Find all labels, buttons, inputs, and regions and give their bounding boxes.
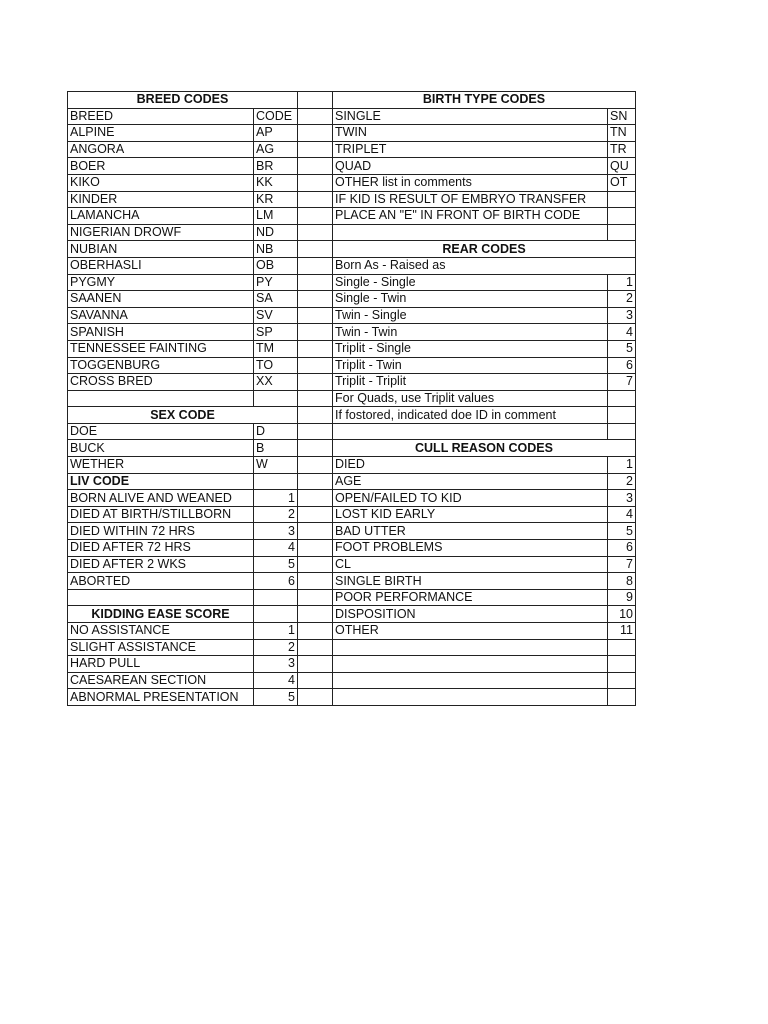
breed-row-code: AP [254,125,298,142]
birth-row-label: SINGLE [333,108,608,125]
cull-row-label: DIED [333,457,608,474]
table-row [68,490,636,507]
liv-row-label: DIED AFTER 2 WKS [68,556,254,573]
spacer-cell [298,357,333,374]
spacer-cell [298,672,333,689]
spacer-cell [298,274,333,291]
spacer-cell [298,158,333,175]
birth-row-label: PLACE AN "E" IN FRONT OF BIRTH CODE [333,208,608,225]
birth-row-code: QU [608,158,636,175]
kidding-row-label: NO ASSISTANCE [68,623,254,640]
kidding-ease-header-label: KIDDING EASE SCORE [68,606,254,623]
spacer-cell [298,407,333,424]
cull-row-code: 10 [608,606,636,623]
breed-row-code: SP [254,324,298,341]
spacer-cell [298,573,333,590]
liv-row-code: 4 [254,540,298,557]
left-empty-cell [68,589,254,606]
birth-type-header: BIRTH TYPE CODES [333,92,636,109]
rear-codes-header: REAR CODES [333,241,636,258]
liv-code-header-label: LIV CODE [68,473,254,490]
spacer-cell [298,423,333,440]
table-row [68,656,636,673]
right-empty-cell [333,423,608,440]
table-row [68,440,636,457]
cull-row-label: BAD UTTER [333,523,608,540]
birth-row-label: TWIN [333,125,608,142]
spacer-cell [298,257,333,274]
table-row [68,606,636,623]
right-empty-cell [608,423,636,440]
spacer-cell [298,208,333,225]
table-row [68,141,636,158]
spacer-cell [298,589,333,606]
liv-code-header-code [254,473,298,490]
rear-row-label: Twin - Single [333,307,608,324]
kidding-row-label: SLIGHT ASSISTANCE [68,639,254,656]
spacer-cell [298,191,333,208]
breed-row-code: SA [254,291,298,308]
spacer-cell [298,291,333,308]
breed-row-label: SAVANNA [68,307,254,324]
breed-row-label: NUBIAN [68,241,254,258]
breed-row-label: ALPINE [68,125,254,142]
sex-row-code: B [254,440,298,457]
rear-row-label: Triplit - Single [333,340,608,357]
birth-row-label: OTHER list in comments [333,174,608,191]
breed-row-code: PY [254,274,298,291]
cull-row-label: DISPOSITION [333,606,608,623]
right-empty-cell [608,689,636,706]
spacer-cell [298,174,333,191]
cull-reason-header: CULL REASON CODES [333,440,636,457]
table-row [68,457,636,474]
kidding-ease-header-code [254,606,298,623]
sex-code-header: SEX CODE [68,407,298,424]
table-row [68,506,636,523]
right-empty-cell [333,224,608,241]
cull-row-code: 8 [608,573,636,590]
spacer-cell [298,656,333,673]
right-empty-cell [333,639,608,656]
liv-row-label: DIED AT BIRTH/STILLBORN [68,506,254,523]
sex-row-label: BUCK [68,440,254,457]
table-row [68,473,636,490]
cull-row-code: 11 [608,623,636,640]
spacer-cell [298,440,333,457]
breed-row-label: LAMANCHA [68,208,254,225]
table-row [68,540,636,557]
breed-row-code: SV [254,307,298,324]
rear-row-label: Twin - Twin [333,324,608,341]
breed-codes-header: BREED CODES [68,92,298,109]
spacer-cell [298,92,333,109]
cull-row-code: 6 [608,540,636,557]
liv-row-label: ABORTED [68,573,254,590]
table-row [68,224,636,241]
table-row [68,407,636,424]
breed-row-label: KIKO [68,174,254,191]
cull-row-code: 4 [608,506,636,523]
sex-row-label: DOE [68,423,254,440]
liv-row-label: DIED WITHIN 72 HRS [68,523,254,540]
spacer-cell [298,540,333,557]
rear-row-code: 6 [608,357,636,374]
rear-row-label: Triplit - Twin [333,357,608,374]
rear-note-label: If fostored, indicated doe ID in comment [333,407,608,424]
table-row [68,324,636,341]
rear-row-code: 7 [608,374,636,391]
breed-row-label: TOGGENBURG [68,357,254,374]
table-row [68,92,636,109]
liv-row-code: 2 [254,506,298,523]
cull-row-code: 2 [608,473,636,490]
breed-row-label: CROSS BRED [68,374,254,391]
cull-row-label: OPEN/FAILED TO KID [333,490,608,507]
cull-row-code: 7 [608,556,636,573]
liv-row-code: 5 [254,556,298,573]
table-row [68,307,636,324]
liv-row-code: 1 [254,490,298,507]
breed-row-label: KINDER [68,191,254,208]
birth-row-code [608,191,636,208]
cull-row-label: CL [333,556,608,573]
kidding-row-code: 2 [254,639,298,656]
spacer-cell [298,689,333,706]
kidding-row-code: 4 [254,672,298,689]
rear-note-code [608,390,636,407]
spacer-cell [298,108,333,125]
spacer-cell [298,473,333,490]
liv-row-code: 3 [254,523,298,540]
breed-row-label: NIGERIAN DROWF [68,224,254,241]
rear-row-code: 4 [608,324,636,341]
codes-table-body [68,92,636,706]
breed-row-label: SPANISH [68,324,254,341]
cull-row-code: 3 [608,490,636,507]
kidding-row-code: 5 [254,689,298,706]
table-row [68,689,636,706]
table-row [68,274,636,291]
left-empty-cell [68,390,254,407]
spacer-cell [298,639,333,656]
birth-row-label: TRIPLET [333,141,608,158]
birth-row-code: SN [608,108,636,125]
spacer-cell [298,490,333,507]
breed-row-code: LM [254,208,298,225]
birth-row-code [608,208,636,225]
spacer-cell [298,390,333,407]
rear-subheader: Born As - Raised as [333,257,636,274]
breed-row-label: ANGORA [68,141,254,158]
table-row [68,573,636,590]
breed-row-code: NB [254,241,298,258]
spacer-cell [298,141,333,158]
table-row [68,174,636,191]
table-row [68,623,636,640]
rear-row-code: 1 [608,274,636,291]
table-row [68,374,636,391]
cull-row-code: 9 [608,589,636,606]
spacer-cell [298,556,333,573]
breed-row-code: OB [254,257,298,274]
kidding-row-label: ABNORMAL PRESENTATION [68,689,254,706]
breed-row-label: TENNESSEE FAINTING [68,340,254,357]
table-row [68,241,636,258]
kidding-row-label: CAESAREAN SECTION [68,672,254,689]
spacer-cell [298,506,333,523]
right-empty-cell [608,656,636,673]
table-row [68,291,636,308]
cull-row-code: 1 [608,457,636,474]
breed-row-code: ND [254,224,298,241]
spacer-cell [298,457,333,474]
cull-row-label: OTHER [333,623,608,640]
right-empty-cell [608,639,636,656]
rear-row-code: 3 [608,307,636,324]
rear-row-label: Triplit - Triplit [333,374,608,391]
table-row [68,672,636,689]
spacer-cell [298,324,333,341]
table-row [68,340,636,357]
cull-row-label: LOST KID EARLY [333,506,608,523]
cull-row-code: 5 [608,523,636,540]
liv-row-label: BORN ALIVE AND WEANED [68,490,254,507]
spacer-cell [298,606,333,623]
table-row [68,639,636,656]
breed-row-label: BOER [68,158,254,175]
breed-column-headers-code: CODE [254,108,298,125]
birth-row-label: QUAD [333,158,608,175]
rear-row-code: 5 [608,340,636,357]
table-row [68,357,636,374]
breed-column-headers-label: BREED [68,108,254,125]
spacer-cell [298,241,333,258]
birth-row-code: OT [608,174,636,191]
spacer-cell [298,340,333,357]
breed-row-code: AG [254,141,298,158]
breed-row-label: PYGMY [68,274,254,291]
spacer-cell [298,623,333,640]
cull-row-label: SINGLE BIRTH [333,573,608,590]
birth-row-label: IF KID IS RESULT OF EMBRYO TRANSFER [333,191,608,208]
liv-row-label: DIED AFTER 72 HRS [68,540,254,557]
right-empty-cell [608,672,636,689]
table-row [68,125,636,142]
rear-row-label: Single - Twin [333,291,608,308]
spacer-cell [298,125,333,142]
table-row [68,208,636,225]
table-row [68,390,636,407]
rear-note-code [608,407,636,424]
sex-row-code: D [254,423,298,440]
left-empty-cell [254,390,298,407]
kidding-row-code: 3 [254,656,298,673]
spacer-cell [298,523,333,540]
cull-row-label: AGE [333,473,608,490]
table-row [68,158,636,175]
kidding-row-label: HARD PULL [68,656,254,673]
birth-row-code: TR [608,141,636,158]
table-row [68,556,636,573]
breed-row-code: TM [254,340,298,357]
table-row [68,523,636,540]
right-empty-cell [333,672,608,689]
spacer-cell [298,224,333,241]
table-row [68,108,636,125]
table-row [68,589,636,606]
table-row [68,191,636,208]
cull-row-label: FOOT PROBLEMS [333,540,608,557]
codes-table [67,91,636,706]
spacer-cell [298,374,333,391]
breed-row-code: KK [254,174,298,191]
breed-row-label: OBERHASLI [68,257,254,274]
breed-row-code: TO [254,357,298,374]
rear-note-label: For Quads, use Triplit values [333,390,608,407]
sex-row-code: W [254,457,298,474]
breed-row-code: KR [254,191,298,208]
birth-row-code: TN [608,125,636,142]
breed-row-code: XX [254,374,298,391]
rear-row-code: 2 [608,291,636,308]
right-empty-cell [333,656,608,673]
table-row [68,423,636,440]
table-row [68,257,636,274]
rear-row-label: Single - Single [333,274,608,291]
breed-row-code: BR [254,158,298,175]
liv-row-code: 6 [254,573,298,590]
left-empty-cell [254,589,298,606]
spacer-cell [298,307,333,324]
kidding-row-code: 1 [254,623,298,640]
breed-row-label: SAANEN [68,291,254,308]
sex-row-label: WETHER [68,457,254,474]
right-empty-cell [333,689,608,706]
right-empty-cell [608,224,636,241]
cull-row-label: POOR PERFORMANCE [333,589,608,606]
